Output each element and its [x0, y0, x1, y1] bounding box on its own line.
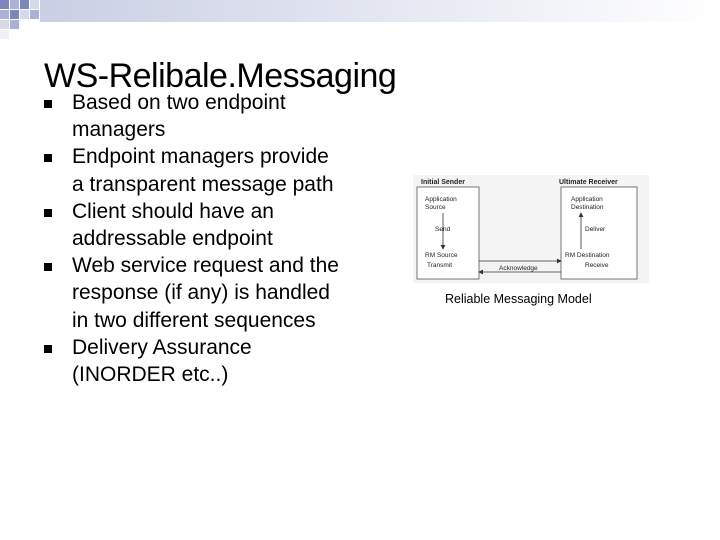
bullet-text: Endpoint managers provide a transparent message path — [72, 145, 334, 196]
app-source-label-2: Source — [425, 204, 446, 211]
deliver-label: Deliver — [585, 226, 606, 233]
bullet-item — [44, 198, 344, 252]
square-bullet-icon — [44, 263, 52, 271]
bullet-item — [44, 89, 344, 143]
acknowledge-label: Acknowledge — [499, 265, 538, 272]
bullet-text: Web service request and the response (if any) is handled in two different sequences — [72, 254, 339, 332]
bullet-item — [44, 143, 344, 197]
square-bullet-icon — [44, 209, 52, 217]
bullet-text: Client should have an addressable endpoint — [72, 199, 274, 251]
decorative-header-band — [0, 0, 720, 40]
bullet-item — [44, 334, 344, 388]
rm-source-label-1: RM Source — [425, 252, 458, 259]
ultimate-receiver-title: Ultimate Receiver — [559, 179, 618, 186]
bullet-text: Based on two endpoint managers — [72, 91, 286, 142]
bullet-list — [44, 89, 344, 388]
initial-sender-title: Initial Sender — [421, 179, 465, 186]
rm-source-label-2: Transmit — [427, 262, 453, 269]
rm-destination-label-1: RM Destination — [565, 252, 610, 259]
send-label: Send — [435, 226, 451, 233]
app-destination-label-2: Destination — [571, 204, 604, 211]
square-bullet-icon — [44, 345, 52, 353]
slide-title: WS-Relibale.Messaging — [44, 57, 397, 95]
app-source-label-1: Application — [425, 196, 457, 203]
rm-destination-label-2: Receive — [585, 262, 609, 269]
reliable-messaging-diagram — [413, 175, 649, 283]
bullet-text: Delivery Assurance (INORDER etc..) — [72, 335, 252, 387]
square-bullet-icon — [44, 100, 52, 108]
bullet-item — [44, 252, 344, 334]
figure-caption: Reliable Messaging Model — [445, 292, 592, 306]
app-destination-label-1: Application — [571, 196, 603, 203]
square-bullet-icon — [44, 154, 52, 162]
